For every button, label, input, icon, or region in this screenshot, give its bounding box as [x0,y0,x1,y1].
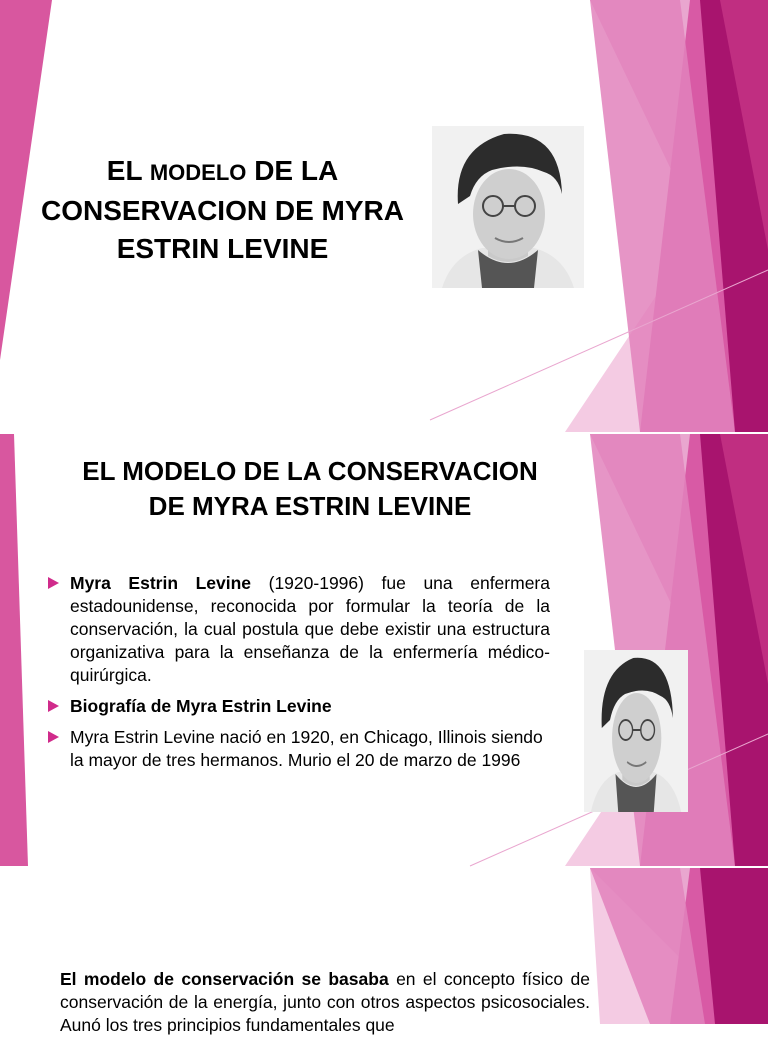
bullet-item: Myra Estrin Levine nació en 1920, en Chicago, Illinois siendo la mayor de tres hermanos. Murio el 20 de marzo de 1996 [48,726,550,772]
bullet-arrow-icon [48,700,59,712]
bullet-item: Myra Estrin Levine (1920-1996) fue una enfermera estadounidense, reconocida por formular la teoría de la conservación, la cual postula que debe existir una estructura organizativa para la enseñanza de la enfermería médico-quirúrgica. [48,572,550,687]
slide-3-paragraph: El modelo de conservación se basaba en el concepto físico de conservación de la energía, junto con otros aspectos psicosociales. Aunó los tres principios fundamentales que [60,969,591,1035]
portrait-photo [584,650,688,812]
slide-3 [0,868,768,1035]
slide-1 [0,0,768,432]
slide-1-title: EL MODELO DE LA CONSERVACION DE MYRA ESTRIN LEVINE [40,155,404,264]
slide-2 [0,434,768,866]
slide-2-title: EL MODELO DE LA CONSERVACION DE MYRA ESTRIN LEVINE [82,456,538,521]
portrait-photo [432,126,584,288]
bullet-item: Biografía de Myra Estrin Levine [48,695,550,718]
bullet-arrow-icon [48,577,59,589]
bullet-list [48,572,550,780]
bullet-arrow-icon [48,731,59,743]
